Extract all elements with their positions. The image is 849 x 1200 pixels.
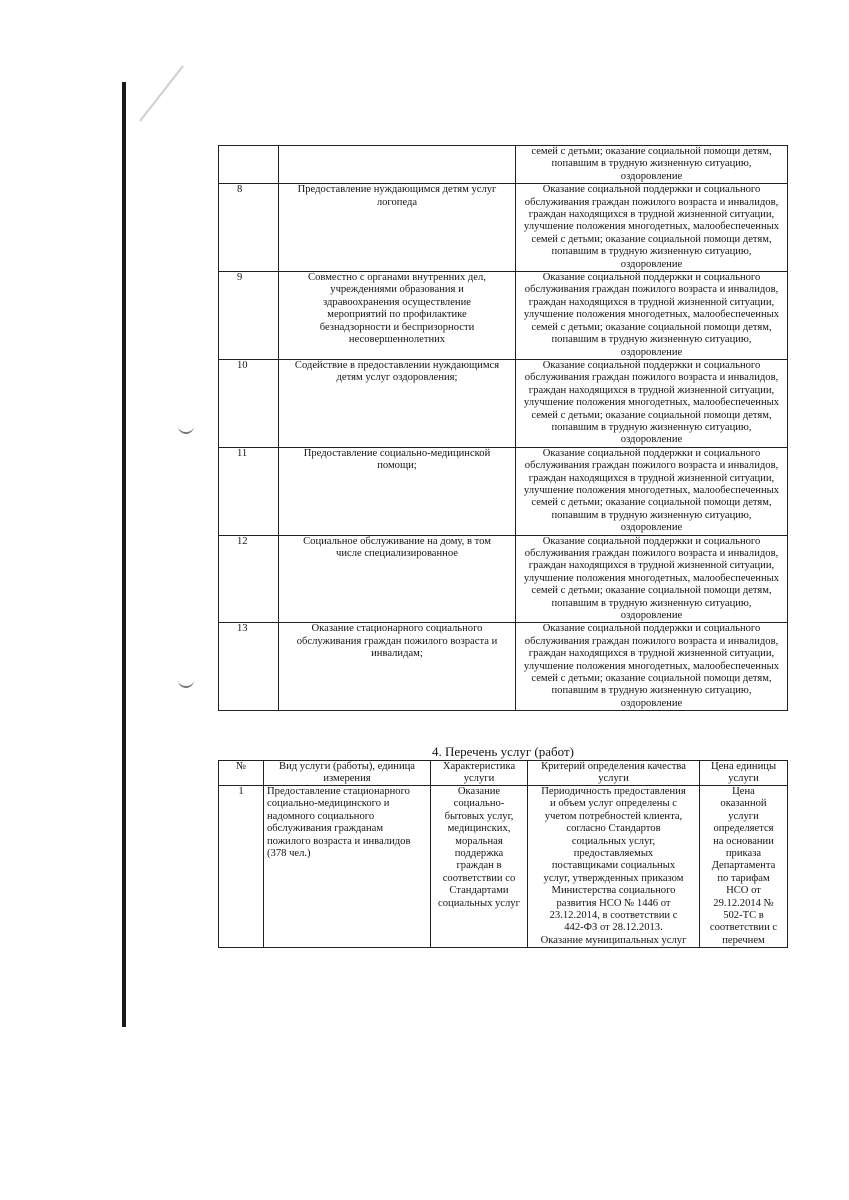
hole-punch-mark (178, 424, 194, 434)
row-quality-criterion: Периодичность предоставления и объем услуг определены с учетом потребностей клиента, согласно Стандартов социальных услуг, предоставляемых поставщиками социальных услуг, утвержденных приказом Министерства социального развития НСО № 1446 от 23.12.2014, в соответствии с 442-ФЗ от 28.12.2013. Оказание муниципальных услуг (528, 786, 700, 948)
row-service: Совместно с органами внутренних дел, учреждениями образования и здравоохранения осуществление мероприятий по профилактике безнадзорности и беспризорности несовершеннолетних (279, 272, 516, 360)
row-characteristic: Оказание социально- бытовых услуг, медицинских, моральная поддержка граждан в соответствии со Стандартами социальных услуг (431, 786, 528, 948)
row-unit-price: Цена оказанной услуги определяется на основании приказа Департамента по тарифам НСО от 29.12.2014 № 502-ТС в соответствии с перечнем (700, 786, 788, 948)
header-service-type: Вид услуги (работы), единица измерения (264, 761, 431, 786)
table-row (219, 786, 788, 948)
header-unit-price: Цена единицы услуги (700, 761, 788, 786)
table-row (219, 535, 788, 623)
table-row (219, 447, 788, 535)
table-row (219, 184, 788, 272)
row-number: 10 (219, 359, 279, 447)
activities-table (218, 145, 788, 711)
table-row (219, 359, 788, 447)
scan-artifact-line (139, 65, 184, 121)
row-service: Предоставление нуждающимся детям услуг логопеда (279, 184, 516, 272)
row-number: 1 (219, 786, 264, 948)
row-service (279, 146, 516, 184)
row-number: 13 (219, 623, 279, 711)
row-description: Оказание социальной поддержки и социального обслуживания граждан пожилого возраста и инвалидов, граждан находящихся в трудной жизненной ситуации, улучшение положения многодетных, малообеспеченных семей с детьми; оказание социальной помощи детям, попавшим в трудную жизненную ситуацию, оздоровление (516, 184, 788, 272)
row-description: Оказание социальной поддержки и социального обслуживания граждан пожилого возраста и инвалидов, граждан находящихся в трудной жизненной ситуации, улучшение положения многодетных, малообеспеченных семей с детьми; оказание социальной помощи детям, попавшим в трудную жизненную ситуацию, оздоровление (516, 623, 788, 711)
row-service: Предоставление социально-медицинской помощи; (279, 447, 516, 535)
row-number: 11 (219, 447, 279, 535)
header-characteristic: Характеристика услуги (431, 761, 528, 786)
row-number (219, 146, 279, 184)
header-number: № (219, 761, 264, 786)
row-number: 9 (219, 272, 279, 360)
row-description: Оказание социальной поддержки и социального обслуживания граждан пожилого возраста и инвалидов, граждан находящихся в трудной жизненной ситуации, улучшение положения многодетных, малообеспеченных семей с детьми; оказание социальной помощи детям, попавшим в трудную жизненную ситуацию, оздоровление (516, 447, 788, 535)
table-row (219, 146, 788, 184)
hole-punch-mark (178, 678, 194, 688)
services-table-header (219, 761, 788, 786)
row-service: Содействие в предоставлении нуждающимся детям услуг оздоровления; (279, 359, 516, 447)
table-row (219, 623, 788, 711)
table-row (219, 272, 788, 360)
row-description: Оказание социальной поддержки и социального обслуживания граждан пожилого возраста и инвалидов, граждан находящихся в трудной жизненной ситуации, улучшение положения многодетных, малообеспеченных семей с детьми; оказание социальной помощи детям, попавшим в трудную жизненную ситуацию, оздоровление (516, 272, 788, 360)
section-title: 4. Перечень услуг (работ) (432, 744, 574, 759)
row-description: семей с детьми; оказание социальной помощи детям, попавшим в трудную жизненную ситуацию, оздоровление (516, 146, 788, 184)
header-quality-criterion: Критерий определения качества услуги (528, 761, 700, 786)
services-table (218, 760, 788, 948)
scan-edge-shadow (122, 82, 126, 1027)
row-service-type: Предоставление стационарного социально-медицинского и надомного социального обслуживания гражданам пожилого возраста и инвалидов (378 чел.) (264, 786, 431, 948)
row-description: Оказание социальной поддержки и социального обслуживания граждан пожилого возраста и инвалидов, граждан находящихся в трудной жизненной ситуации, улучшение положения многодетных, малообеспеченных семей с детьми; оказание социальной помощи детям, попавшим в трудную жизненную ситуацию, оздоровление (516, 359, 788, 447)
row-service: Социальное обслуживание на дому, в том числе специализированное (279, 535, 516, 623)
row-number: 12 (219, 535, 279, 623)
row-service: Оказание стационарного социального обслуживания граждан пожилого возраста и инвалидам; (279, 623, 516, 711)
row-description: Оказание социальной поддержки и социального обслуживания граждан пожилого возраста и инвалидов, граждан находящихся в трудной жизненной ситуации, улучшение положения многодетных, малообеспеченных семей с детьми; оказание социальной помощи детям, попавшим в трудную жизненную ситуацию, оздоровление (516, 535, 788, 623)
row-number: 8 (219, 184, 279, 272)
